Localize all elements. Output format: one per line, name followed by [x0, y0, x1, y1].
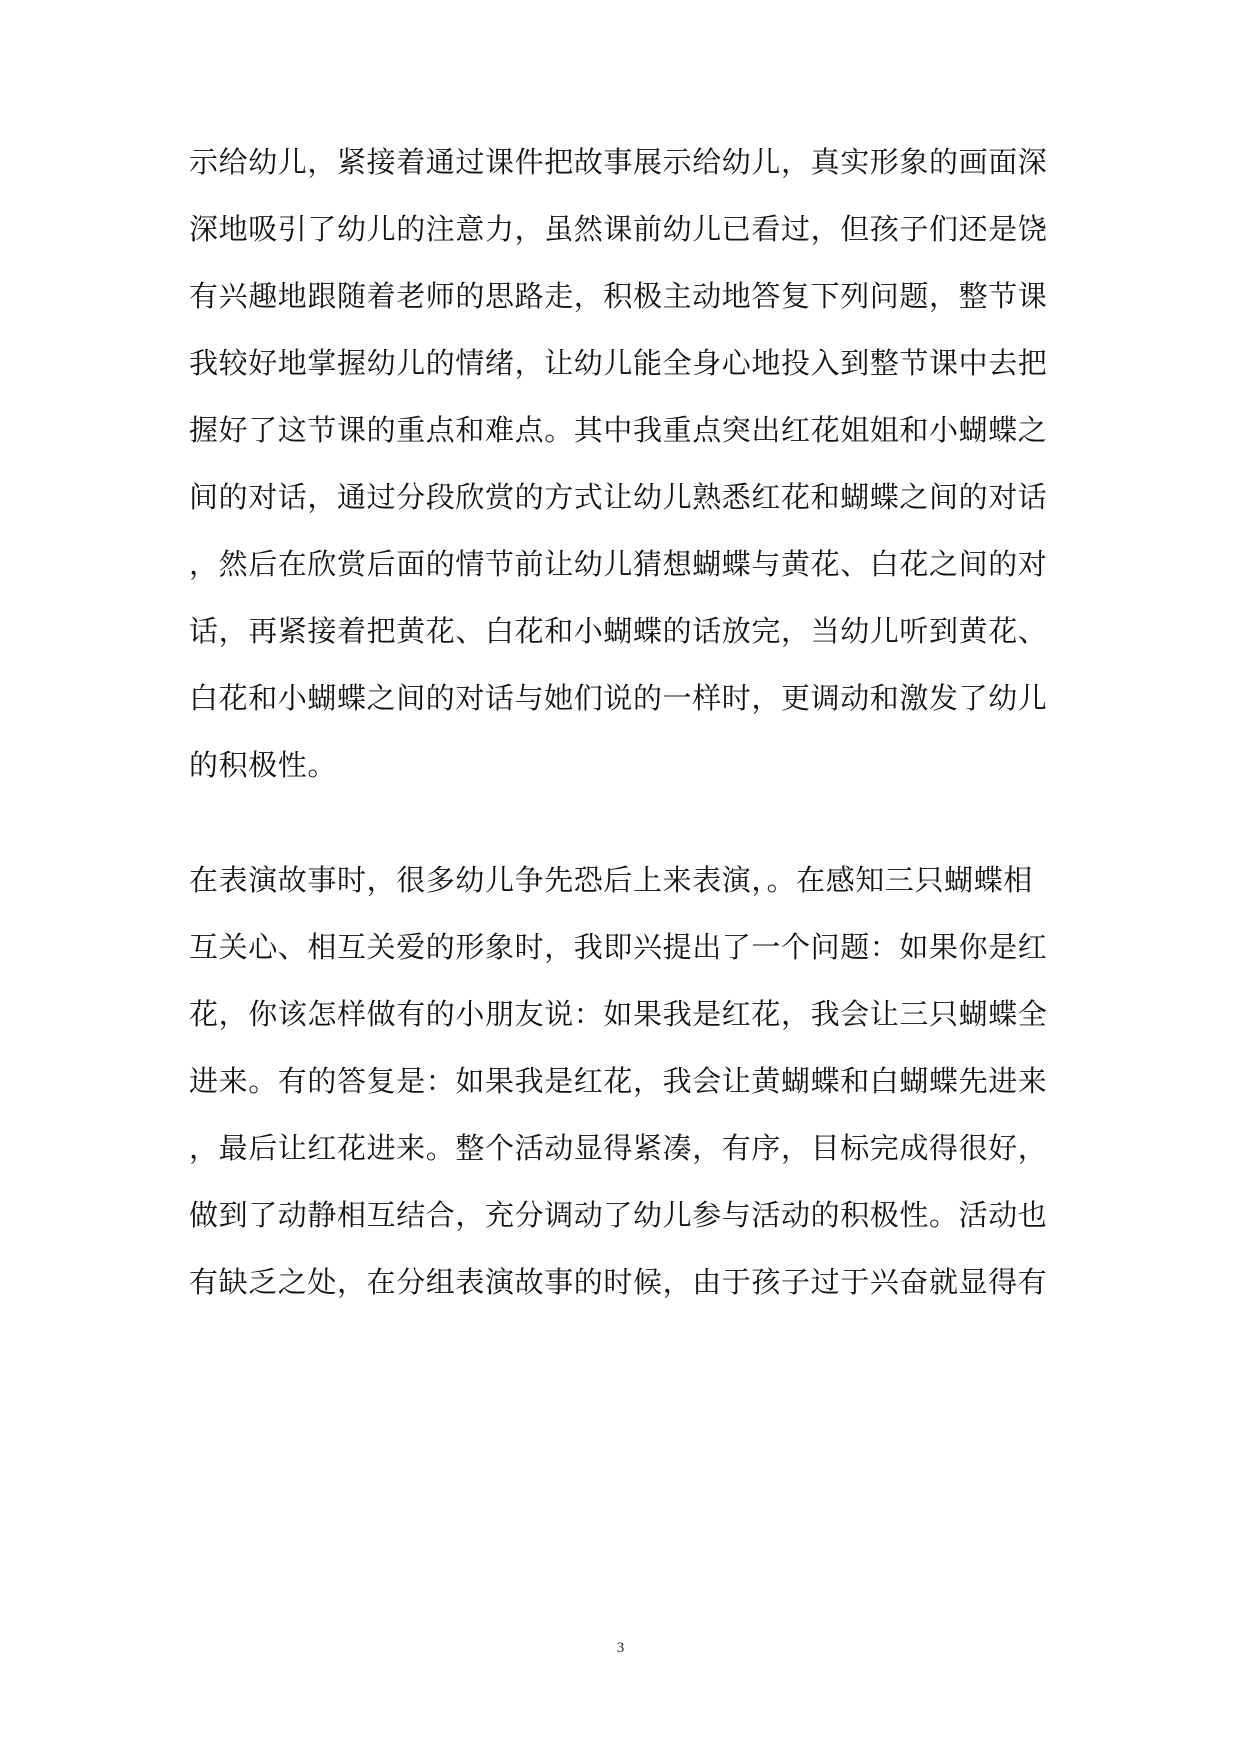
text-line: 话，再紧接着把黄花、白花和小蝴蝶的话放完，当幼儿听到黄花、 [189, 614, 1048, 648]
text-line: 进来。有的答复是：如果我是红花，我会让黄蝴蝶和白蝴蝶先进来 [189, 1064, 1048, 1098]
text-line: 我较好地掌握幼儿的情绪，让幼儿能全身心地投入到整节课中去把 [189, 346, 1048, 380]
text-line: 做到了动静相互结合，充分调动了幼儿参与活动的积极性。活动也 [189, 1198, 1048, 1232]
text-line: 深地吸引了幼儿的注意力，虽然课前幼儿已看过，但孩子们还是饶 [189, 212, 1048, 246]
text-line: 有兴趣地跟随着老师的思路走，积极主动地答复下列问题，整节课 [189, 279, 1048, 313]
text-line: 有缺乏之处，在分组表演故事的时候，由于孩子过于兴奋就显得有 [189, 1265, 1048, 1299]
text-line: 的积极性。 [189, 748, 338, 782]
text-line: 握好了这节课的重点和难点。其中我重点突出红花姐姐和小蝴蝶之 [189, 413, 1048, 447]
text-line: ，然后在欣赏后面的情节前让幼儿猜想蝴蝶与黄花、白花之间的对 [189, 547, 1048, 581]
text-line: 白花和小蝴蝶之间的对话与她们说的一样时，更调动和激发了幼儿 [189, 681, 1048, 715]
text-line: 花，你该怎样做有的小朋友说：如果我是红花，我会让三只蝴蝶全 [189, 997, 1048, 1031]
text-line: 在表演故事时，很多幼儿争先恐后上来表演，。在感知三只蝴蝶相 [189, 863, 1033, 897]
text-line: 间的对话，通过分段欣赏的方式让幼儿熟悉红花和蝴蝶之间的对话 [189, 480, 1048, 514]
page-number: 3 [616, 1640, 625, 1656]
text-line: 示给幼儿，紧接着通过课件把故事展示给幼儿，真实形象的画面深 [189, 145, 1048, 179]
text-line: ，最后让红花进来。整个活动显得紧凑，有序，目标完成得很好， [189, 1131, 1048, 1165]
text-line: 互关心、相互关爱的形象时，我即兴提出了一个问题：如果你是红 [189, 930, 1048, 964]
